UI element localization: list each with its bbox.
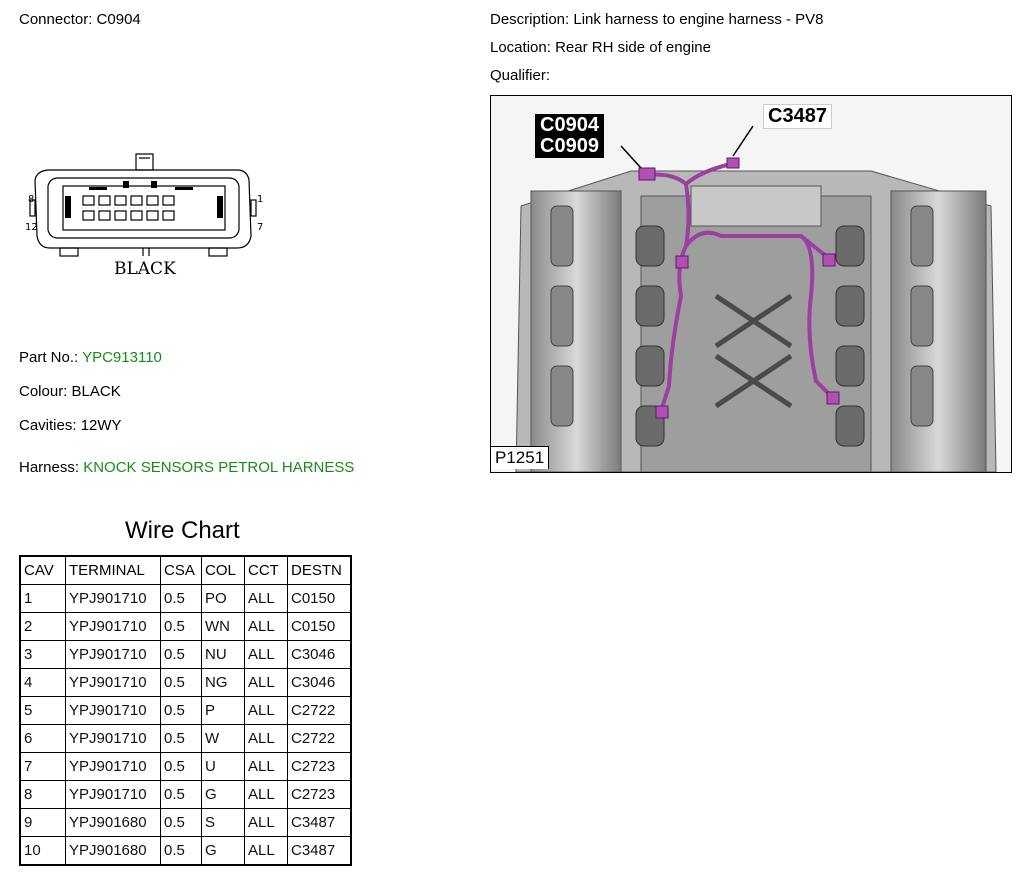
col-terminal-header: TERMINAL (66, 556, 161, 585)
cell-terminal: YPJ901710 (66, 753, 161, 781)
cell-csa: 0.5 (161, 641, 202, 669)
cell-terminal: YPJ901710 (66, 697, 161, 725)
cell-cct: ALL (245, 669, 288, 697)
col-cav-header: CAV (20, 556, 66, 585)
cell-cav: 7 (20, 753, 66, 781)
pin-label-12: 12 (25, 222, 38, 233)
cell-destn: C2723 (288, 753, 352, 781)
cell-cav: 5 (20, 697, 66, 725)
cell-cav: 10 (20, 837, 66, 866)
pin-label-7: 7 (257, 222, 264, 233)
cell-terminal: YPJ901710 (66, 585, 161, 613)
callout-c0904 (535, 114, 604, 158)
table-row (20, 585, 351, 613)
cell-col: W (202, 725, 245, 753)
cell-csa: 0.5 (161, 781, 202, 809)
connector-label: Connector: (19, 11, 93, 28)
location-line (490, 39, 711, 56)
callout-c0904-text: C0904 (540, 114, 599, 136)
cell-cct: ALL (245, 809, 288, 837)
part-no-label: Part No.: (19, 349, 79, 366)
cell-cav: 9 (20, 809, 66, 837)
description-line (490, 11, 824, 28)
cell-terminal: YPJ901710 (66, 725, 161, 753)
cell-cav: 1 (20, 585, 66, 613)
col-csa-header: CSA (161, 556, 202, 585)
harness-link[interactable]: KNOCK SENSORS PETROL HARNESS (83, 459, 355, 476)
cell-col: PO (202, 585, 245, 613)
table-row (20, 669, 351, 697)
pin-label-8: 8 (28, 194, 35, 205)
cell-cct: ALL (245, 725, 288, 753)
cell-col: WN (202, 613, 245, 641)
cell-col: P (202, 697, 245, 725)
table-row (20, 725, 351, 753)
cell-col: S (202, 809, 245, 837)
description-label: Description: (490, 11, 570, 28)
col-col-header: COL (202, 556, 245, 585)
cell-destn: C3487 (288, 809, 352, 837)
cavities-line (19, 417, 122, 434)
cell-col: G (202, 837, 245, 866)
cell-destn: C2722 (288, 725, 352, 753)
cell-csa: 0.5 (161, 753, 202, 781)
cell-destn: C0150 (288, 585, 352, 613)
part-no-line (19, 349, 162, 366)
cell-terminal: YPJ901710 (66, 641, 161, 669)
cell-cct: ALL (245, 837, 288, 866)
harness-label: Harness: (19, 459, 80, 476)
cell-cct: ALL (245, 613, 288, 641)
cell-terminal: YPJ901710 (66, 781, 161, 809)
cell-cav: 2 (20, 613, 66, 641)
connector-line (19, 11, 141, 28)
diagram-colour-label: BLACK (114, 259, 176, 279)
table-row (20, 641, 351, 669)
cell-cct: ALL (245, 697, 288, 725)
cell-col: G (202, 781, 245, 809)
colour-line (19, 383, 121, 400)
colour-label: Colour: (19, 383, 68, 400)
table-row (20, 697, 351, 725)
table-row (20, 613, 351, 641)
cell-cav: 6 (20, 725, 66, 753)
cell-terminal: YPJ901710 (66, 669, 161, 697)
description-value: Link harness to engine harness - PV8 (573, 11, 824, 28)
location-illustration (490, 95, 1012, 473)
cell-destn: C3046 (288, 669, 352, 697)
cell-csa: 0.5 (161, 809, 202, 837)
connector-value: C0904 (96, 11, 141, 28)
wire-chart-table (19, 555, 352, 866)
cell-cav: 3 (20, 641, 66, 669)
cell-col: NU (202, 641, 245, 669)
cavities-value: 12WY (80, 417, 122, 434)
qualifier-label: Qualifier: (490, 67, 551, 84)
table-row (20, 809, 351, 837)
col-cct-header: CCT (245, 556, 288, 585)
cell-terminal: YPJ901710 (66, 613, 161, 641)
table-row (20, 781, 351, 809)
table-row (20, 753, 351, 781)
location-label: Location: (490, 39, 551, 56)
wire-chart-body (20, 585, 351, 866)
cell-col: NG (202, 669, 245, 697)
image-reference: P1251 (491, 446, 549, 469)
cell-csa: 0.5 (161, 669, 202, 697)
cavities-label: Cavities: (19, 417, 77, 434)
callout-c3487: C3487 (763, 104, 832, 129)
cell-col: U (202, 753, 245, 781)
cell-terminal: YPJ901680 (66, 837, 161, 866)
table-row (20, 837, 351, 866)
cell-destn: C3487 (288, 837, 352, 866)
cell-destn: C2722 (288, 697, 352, 725)
colour-value: BLACK (71, 383, 121, 400)
harness-line (19, 459, 354, 476)
cell-terminal: YPJ901680 (66, 809, 161, 837)
location-value: Rear RH side of engine (555, 39, 711, 56)
cell-cav: 8 (20, 781, 66, 809)
cell-destn: C2723 (288, 781, 352, 809)
cell-csa: 0.5 (161, 613, 202, 641)
wire-chart-title: Wire Chart (125, 517, 240, 544)
cell-cct: ALL (245, 641, 288, 669)
callout-c0909-text: C0909 (540, 135, 599, 157)
connector-face-diagram (25, 150, 275, 280)
pin-label-1: 1 (257, 194, 264, 205)
cell-cct: ALL (245, 781, 288, 809)
cell-cct: ALL (245, 585, 288, 613)
cell-csa: 0.5 (161, 837, 202, 866)
col-destn-header: DESTN (288, 556, 352, 585)
part-no-link[interactable]: YPC913110 (82, 349, 162, 366)
cell-destn: C3046 (288, 641, 352, 669)
cell-cct: ALL (245, 753, 288, 781)
wire-chart-header-row (20, 556, 351, 585)
cell-destn: C0150 (288, 613, 352, 641)
cell-csa: 0.5 (161, 585, 202, 613)
qualifier-line (490, 67, 550, 84)
cell-csa: 0.5 (161, 697, 202, 725)
cell-cav: 4 (20, 669, 66, 697)
cell-csa: 0.5 (161, 725, 202, 753)
